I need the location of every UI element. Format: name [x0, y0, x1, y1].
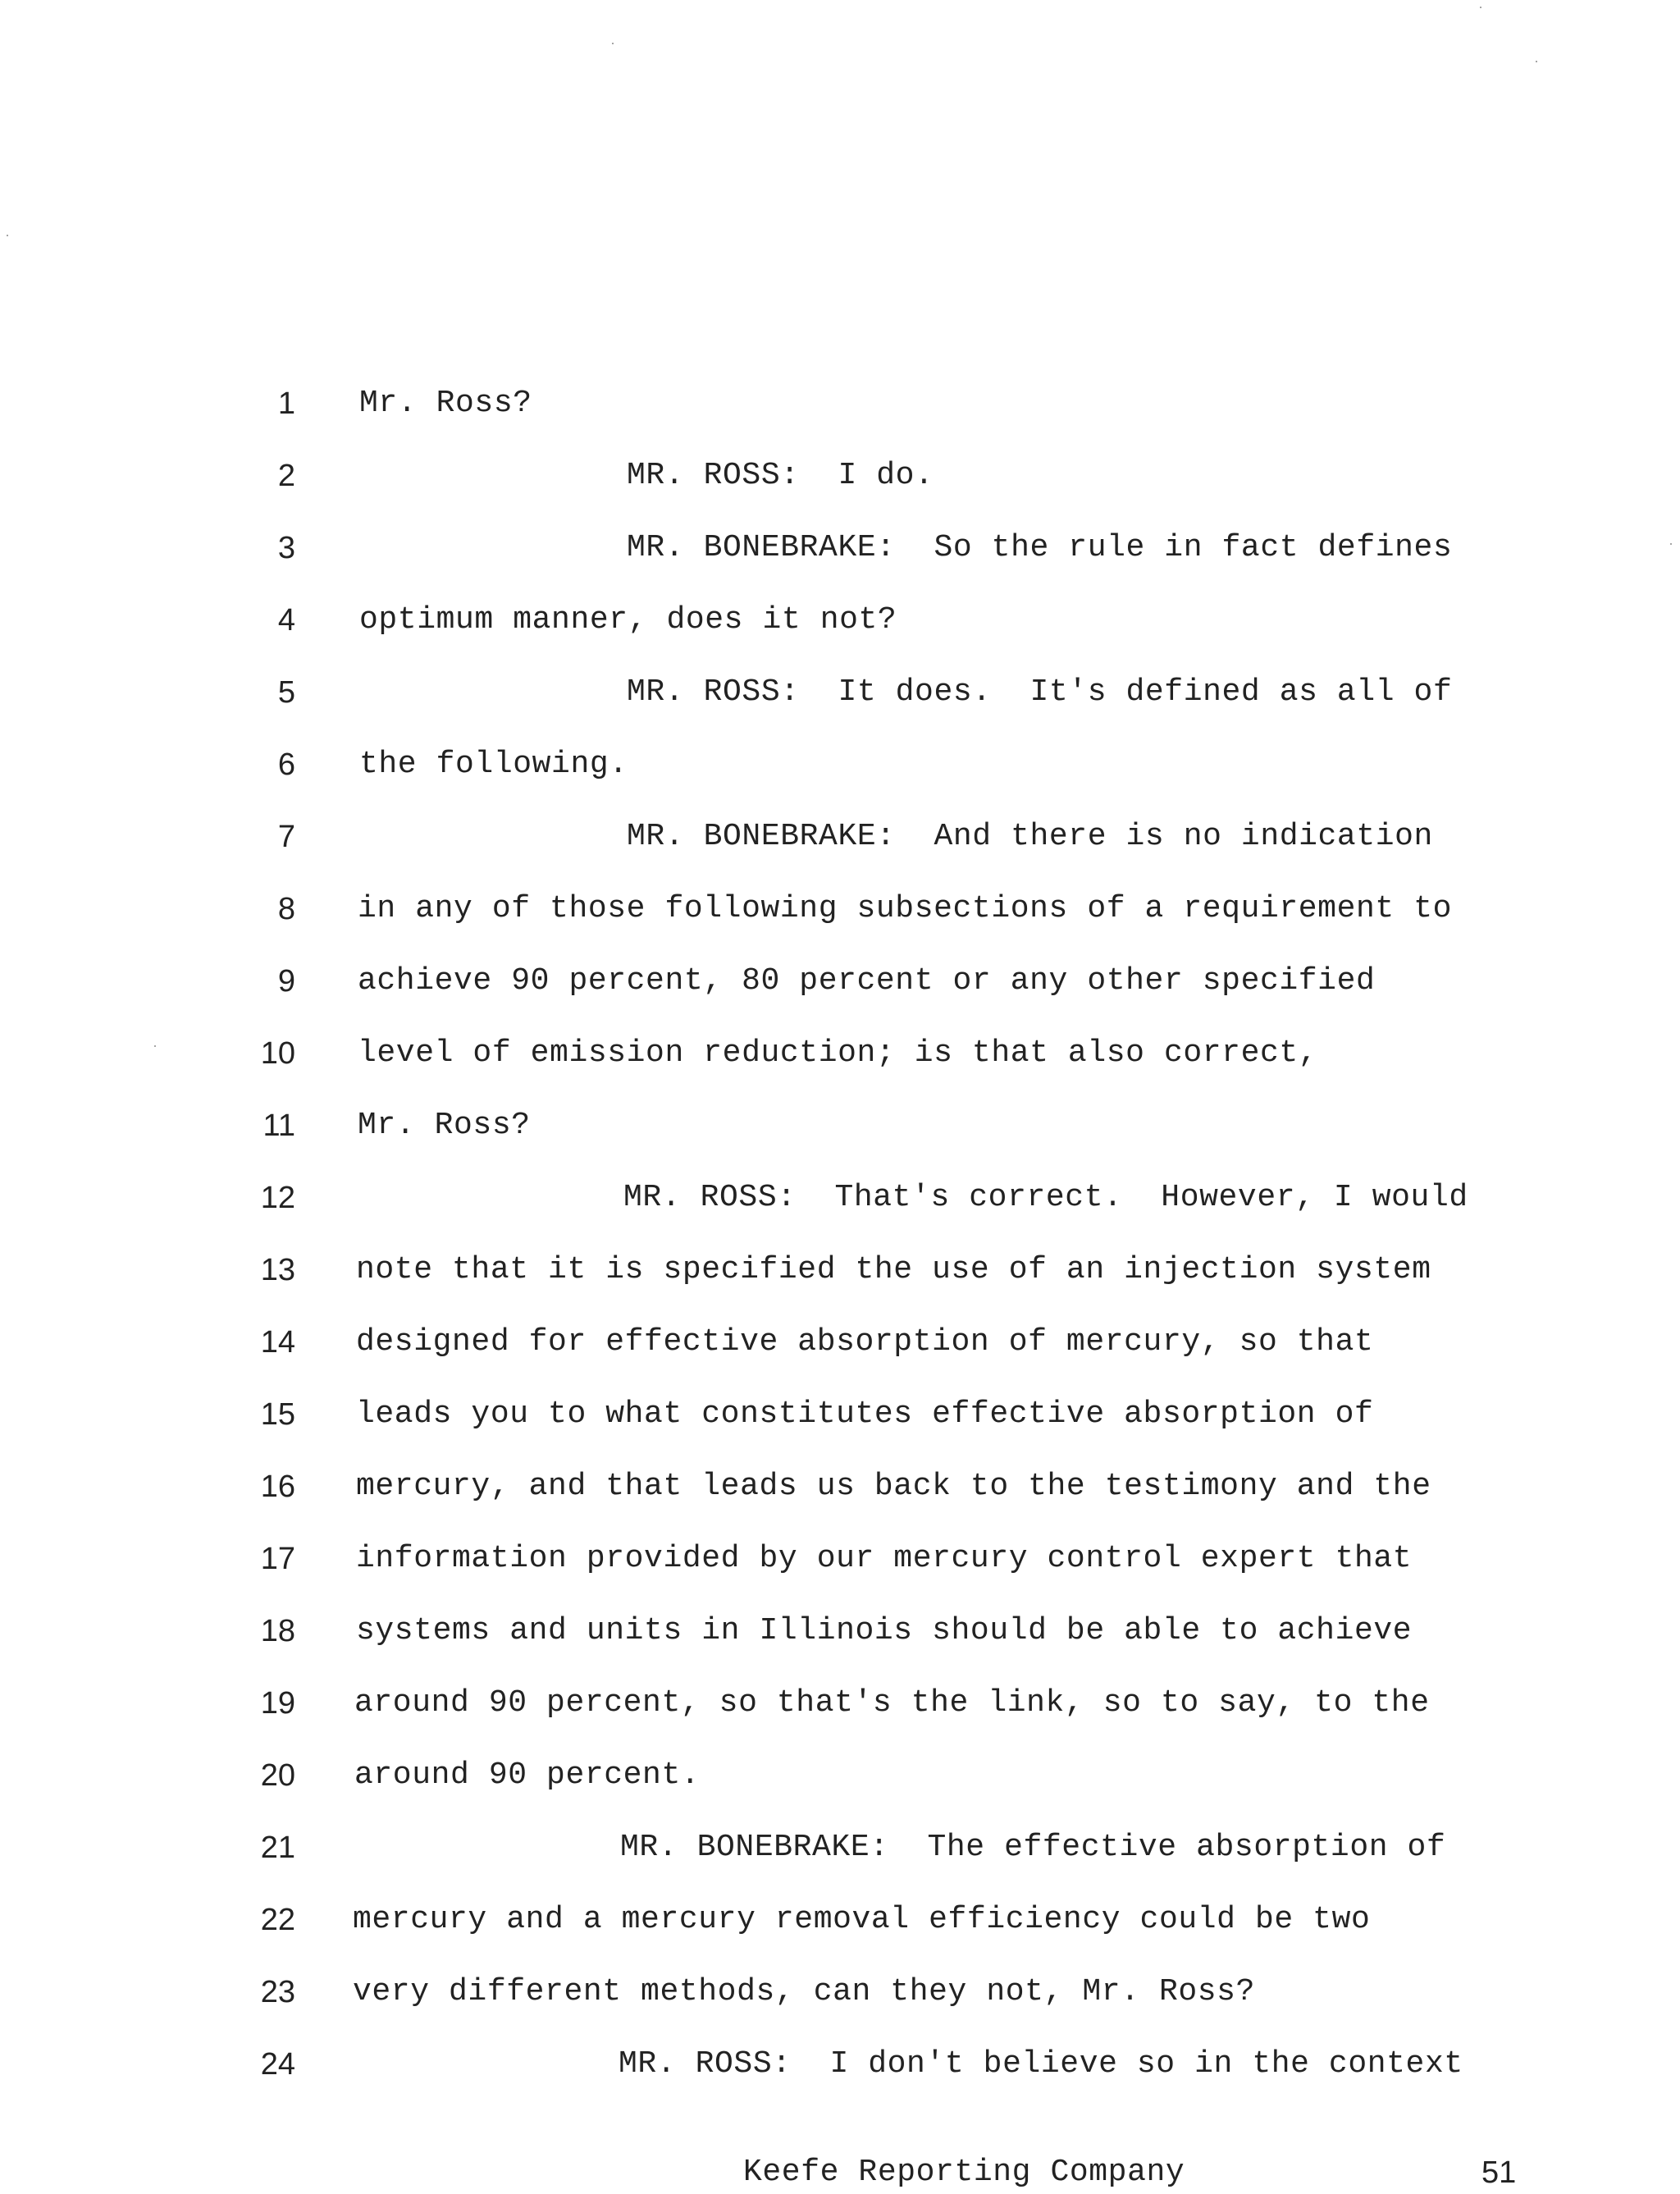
scan-speck [1670, 543, 1672, 545]
line-text: around 90 percent. [354, 1757, 701, 1793]
transcript-line [0, 2040, 1680, 2089]
line-number: 14 [260, 1325, 295, 1360]
line-number: 7 [277, 820, 295, 854]
line-text: systems and units in Illinois should be able to achieve [356, 1613, 1413, 1648]
transcript-line [0, 1895, 1680, 1945]
transcript-line [0, 523, 1680, 573]
transcript-line [0, 1390, 1680, 1439]
transcript-line [0, 1751, 1680, 1800]
scan-speck [7, 235, 8, 236]
line-text: MR. ROSS: It does. It's defined as all of [627, 674, 1453, 710]
transcript-line [0, 1246, 1680, 1295]
line-text: in any of those following subsections of a requirement to [358, 891, 1453, 926]
line-number: 13 [260, 1253, 295, 1287]
line-number: 24 [260, 2047, 295, 2082]
line-text: MR. BONEBRAKE: And there is no indication [627, 819, 1433, 854]
transcript-line [0, 884, 1680, 934]
transcript-line [0, 1173, 1680, 1223]
line-text: MR. ROSS: That's correct. However, I would [623, 1180, 1468, 1215]
transcript-line [0, 812, 1680, 862]
line-text: Mr. Ross? [358, 1108, 531, 1143]
transcript-line [0, 957, 1680, 1006]
line-text: MR. BONEBRAKE: So the rule in fact defines [627, 530, 1453, 565]
line-number: 3 [277, 531, 295, 565]
line-number: 22 [260, 1903, 295, 1937]
transcript-line [0, 1029, 1680, 1078]
scan-speck [1480, 7, 1481, 8]
transcript-line [0, 1534, 1680, 1584]
line-text: information provided by our mercury control expert that [356, 1541, 1413, 1576]
transcript-line [0, 596, 1680, 645]
line-text: optimum manner, does it not? [359, 602, 897, 638]
line-text: MR. ROSS: I don't believe so in the context [619, 2046, 1463, 2082]
line-text: mercury, and that leads us back to the testimony and the [356, 1469, 1431, 1504]
line-text: around 90 percent, so that's the link, so to say, to the [354, 1685, 1430, 1721]
line-number: 17 [260, 1542, 295, 1576]
line-number: 23 [260, 1975, 295, 2009]
transcript-line [0, 1679, 1680, 1728]
line-text: Mr. Ross? [359, 386, 532, 421]
line-number: 4 [277, 603, 295, 638]
page-number: 51 [1481, 2155, 1517, 2190]
line-number: 2 [277, 459, 295, 493]
line-number: 1 [277, 386, 295, 421]
line-number: 19 [260, 1686, 295, 1721]
line-number: 11 [262, 1108, 295, 1143]
line-text: the following. [359, 747, 628, 782]
line-text: note that it is specified the use of an injection system [356, 1252, 1431, 1287]
line-number: 20 [260, 1758, 295, 1793]
line-number: 10 [260, 1036, 295, 1071]
transcript-line [0, 1823, 1680, 1872]
transcript-line [0, 668, 1680, 717]
line-number: 12 [260, 1181, 295, 1215]
line-number: 15 [260, 1397, 295, 1432]
line-text: MR. BONEBRAKE: The effective absorption of [620, 1830, 1446, 1865]
transcript-line [0, 379, 1680, 428]
transcript-line [0, 1462, 1680, 1511]
transcript-line [0, 740, 1680, 789]
transcript-line [0, 1101, 1680, 1150]
scan-speck [154, 1045, 156, 1047]
line-text: level of emission reduction; is that also correct, [358, 1035, 1318, 1071]
transcript-line [0, 1318, 1680, 1367]
line-number: 18 [260, 1614, 295, 1648]
line-text: leads you to what constitutes effective absorption of [356, 1396, 1374, 1432]
transcript-line [0, 1607, 1680, 1656]
line-text: designed for effective absorption of mercury, so that [356, 1324, 1374, 1360]
scan-speck [1536, 61, 1537, 62]
transcript-line [0, 1968, 1680, 2017]
footer-company: Keefe Reporting Company [743, 2155, 1185, 2190]
line-number: 21 [260, 1831, 295, 1865]
line-number: 6 [277, 747, 295, 782]
line-text: MR. ROSS: I do. [627, 458, 934, 493]
line-number: 5 [277, 675, 295, 710]
transcript-line [0, 451, 1680, 501]
line-text: mercury and a mercury removal efficiency could be two [353, 1902, 1371, 1937]
line-text: very different methods, can they not, Mr. Ross? [353, 1974, 1255, 2009]
line-number: 16 [260, 1470, 295, 1504]
scan-speck [612, 43, 614, 44]
line-text: achieve 90 percent, 80 percent or any other specified [358, 963, 1376, 999]
line-number: 8 [277, 892, 295, 926]
line-number: 9 [277, 964, 295, 999]
